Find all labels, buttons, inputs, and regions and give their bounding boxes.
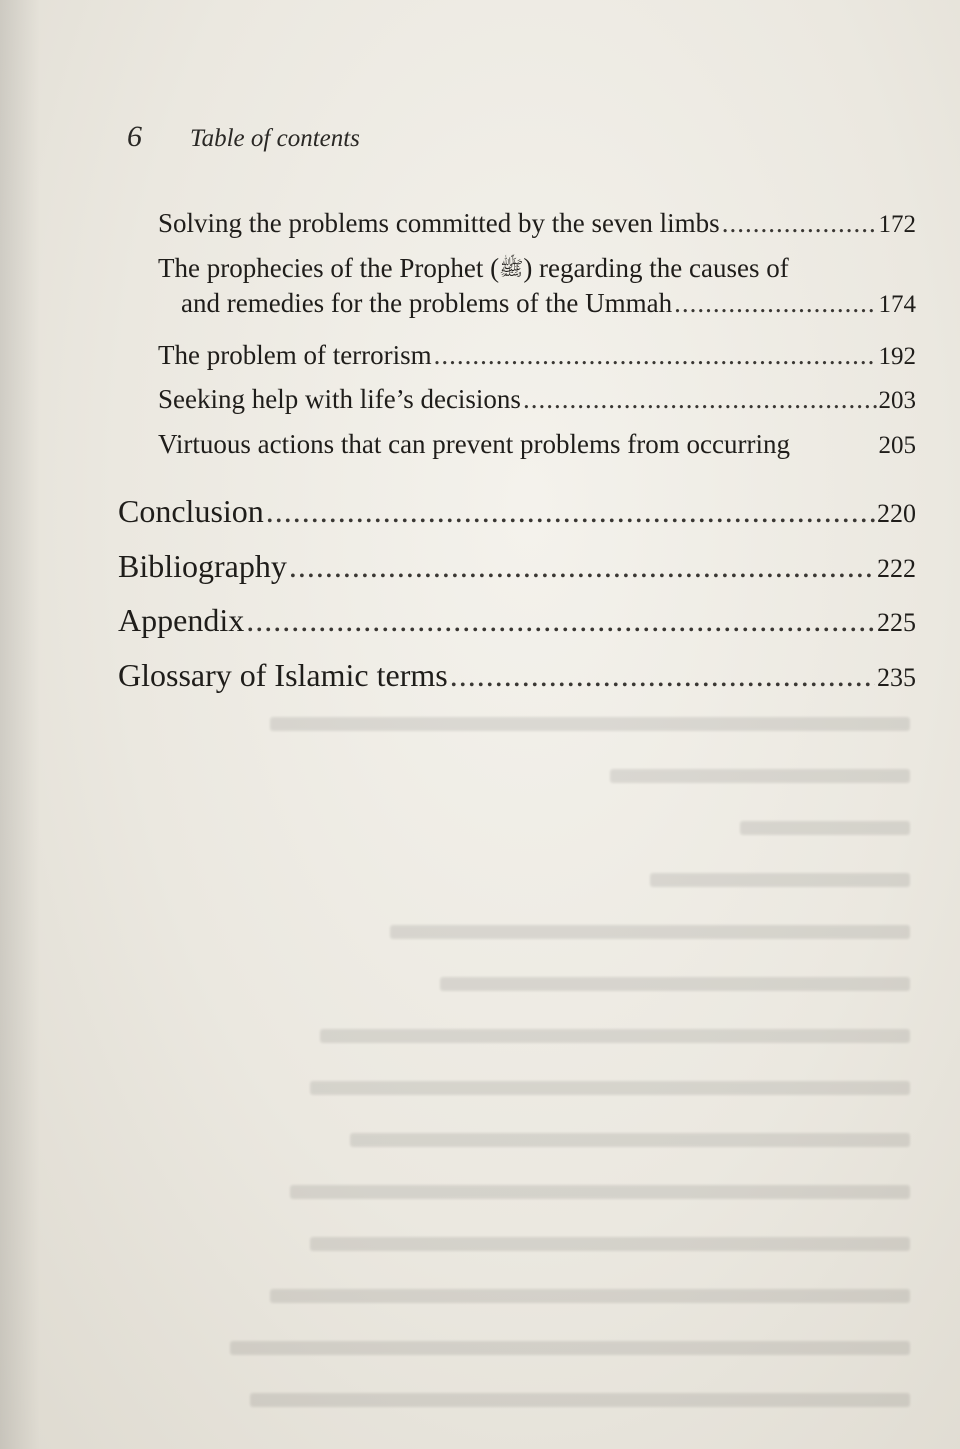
running-head bbox=[127, 120, 360, 154]
toc-entry[interactable] bbox=[118, 493, 916, 530]
toc-entry-page: 225 bbox=[877, 608, 916, 637]
toc-entry[interactable] bbox=[158, 208, 916, 239]
dot-leader bbox=[246, 602, 875, 639]
dot-leader bbox=[266, 493, 875, 530]
toc-entry-page: 220 bbox=[877, 499, 916, 528]
toc-entry-title: Appendix bbox=[118, 602, 245, 638]
toc-entry-title-line1 bbox=[158, 253, 916, 284]
toc-entry[interactable] bbox=[158, 340, 916, 371]
toc-entry[interactable] bbox=[118, 548, 916, 585]
toc-entry-page: 222 bbox=[877, 554, 916, 583]
toc-entry-page: 172 bbox=[878, 211, 916, 238]
toc-entry[interactable] bbox=[118, 602, 916, 639]
toc-entry[interactable] bbox=[158, 429, 916, 460]
dot-leader bbox=[434, 340, 877, 371]
toc-entry-title: Solving the problems committed by the seven limbs bbox=[158, 208, 720, 238]
salutation-glyph: ﷺ bbox=[499, 258, 524, 280]
toc-entry-page: 192 bbox=[878, 343, 916, 370]
dot-leader bbox=[289, 548, 875, 585]
dot-leader bbox=[523, 384, 877, 415]
toc-entry[interactable] bbox=[118, 657, 916, 694]
toc-entry-title-part: ) regarding the causes of bbox=[523, 253, 789, 283]
toc-entry-title-part: The prophecies of the Prophet ( bbox=[158, 253, 500, 283]
toc-entry-page: 174 bbox=[878, 291, 916, 318]
toc-entry-title: Glossary of Islamic terms bbox=[118, 657, 448, 693]
page-number: 6 bbox=[127, 120, 142, 153]
toc-entry[interactable] bbox=[158, 384, 916, 415]
dot-leader bbox=[674, 288, 876, 319]
toc-entry-title: Conclusion bbox=[118, 493, 264, 529]
toc-entry-title: Virtuous actions that can prevent problems from occurring bbox=[158, 429, 790, 459]
toc-entry-page: 205 bbox=[878, 432, 916, 459]
toc-entry-title-part: and remedies for the problems of the Ummah bbox=[181, 288, 673, 318]
toc-entry-title: The problem of terrorism bbox=[158, 340, 432, 370]
dot-leader bbox=[722, 208, 877, 239]
page-shadow bbox=[0, 0, 40, 1449]
toc-entry-page: 203 bbox=[878, 387, 916, 414]
dot-leader bbox=[450, 657, 875, 694]
toc-entry[interactable] bbox=[158, 253, 916, 319]
page-header-title: Table of contents bbox=[190, 125, 360, 152]
toc-entry-title: Bibliography bbox=[118, 548, 287, 584]
toc-entry-title-line2 bbox=[158, 288, 916, 319]
toc-entry-title: Seeking help with life’s decisions bbox=[158, 384, 521, 414]
toc-entry-page: 235 bbox=[877, 663, 916, 692]
reverse-side-bleed-through bbox=[110, 705, 910, 1425]
